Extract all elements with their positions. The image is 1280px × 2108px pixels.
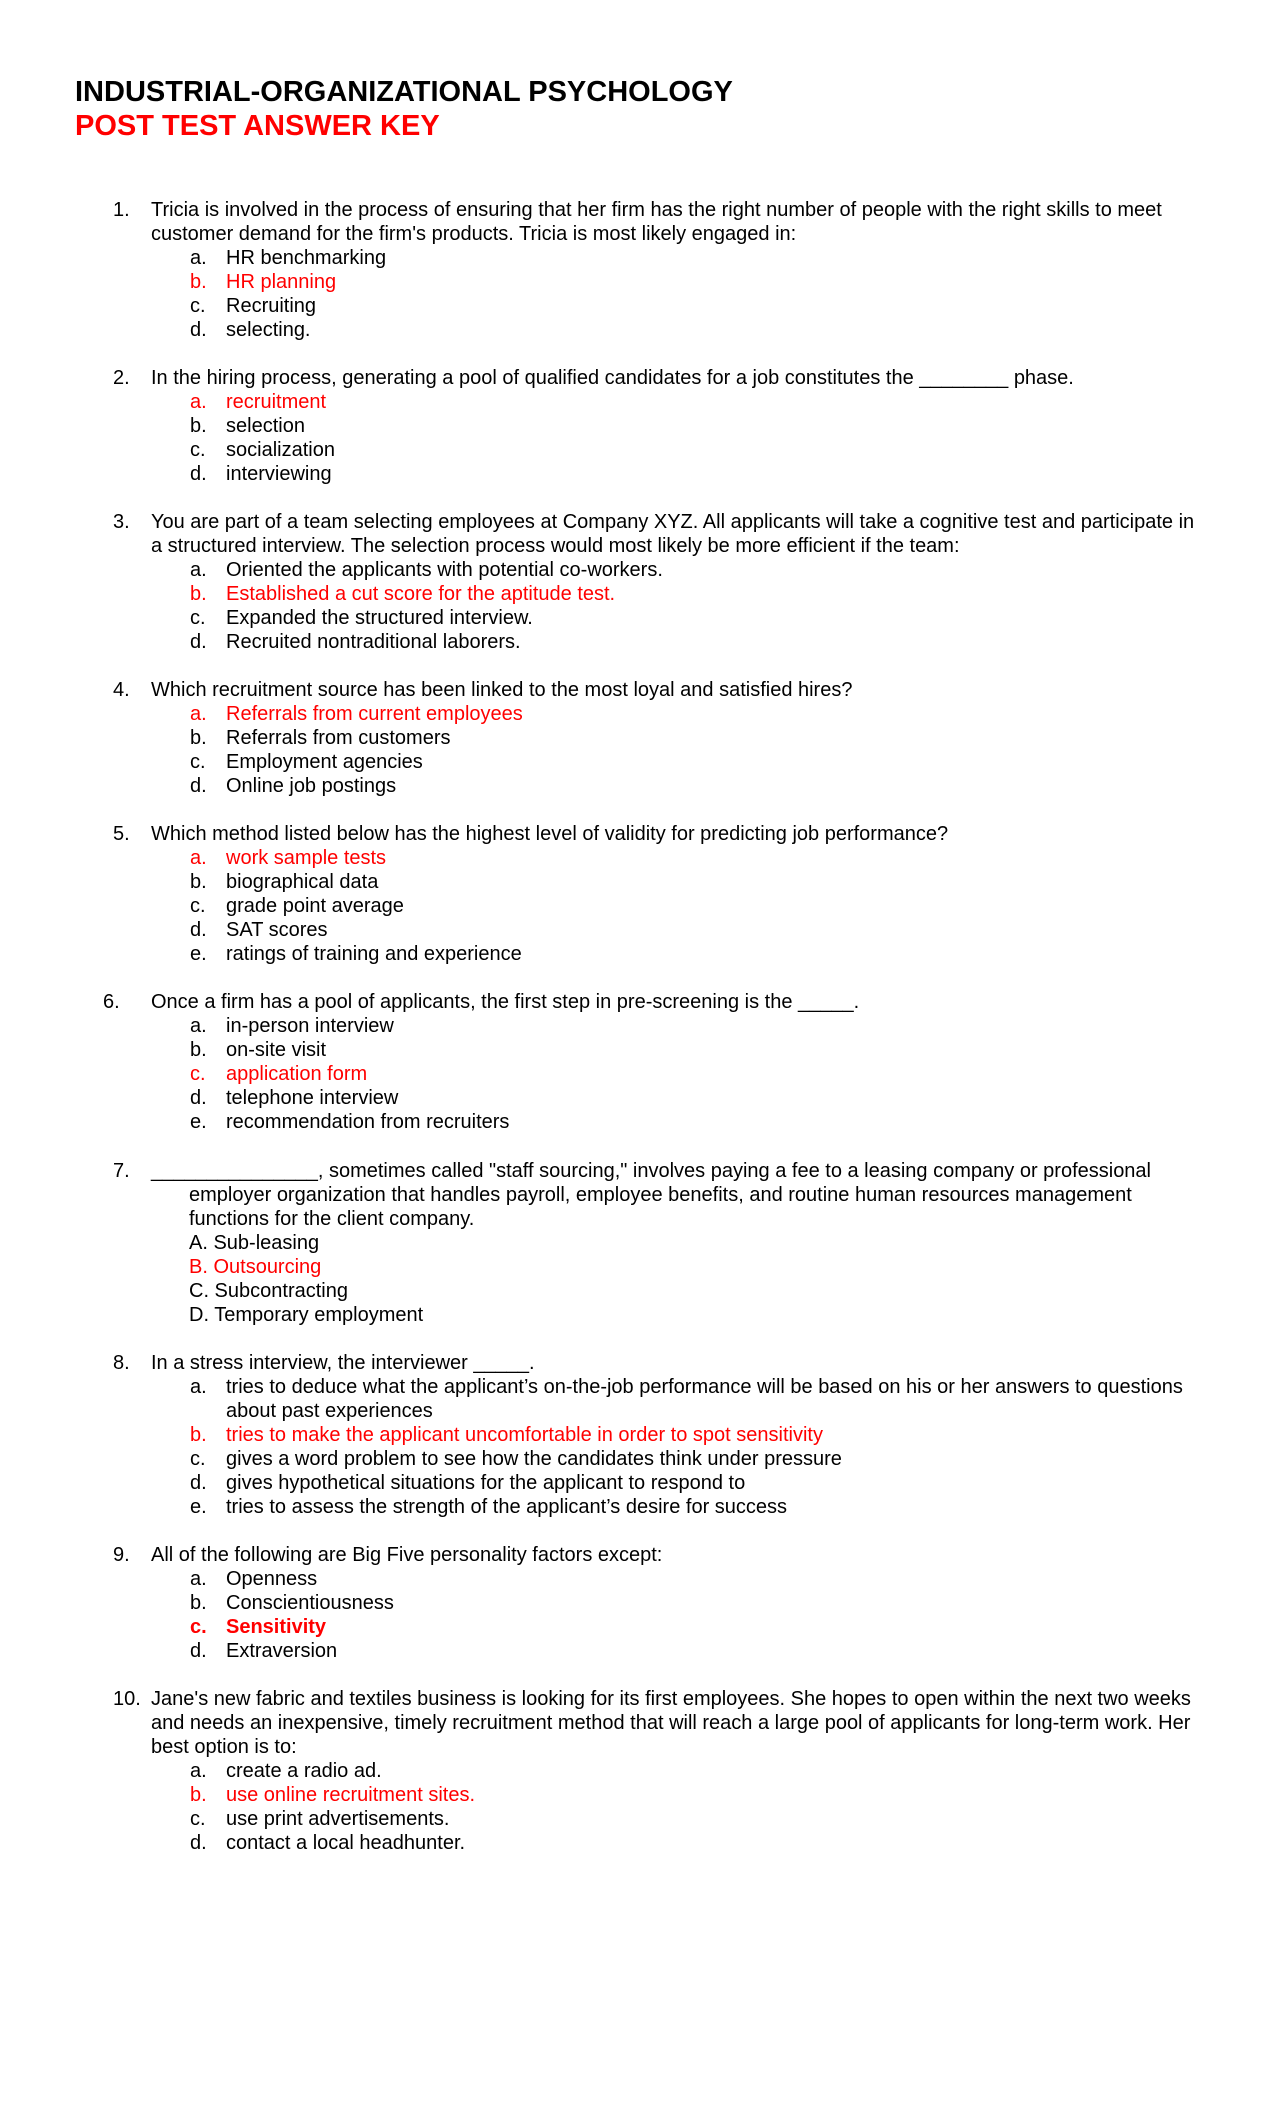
option-text: Recruiting [226,295,317,317]
option-text: HR planning [226,271,337,293]
option-letter: d. [190,1640,207,1662]
correct-answer-option [0,390,1280,414]
option-text: Recruited nontraditional laborers. [226,631,521,653]
option-text: B. Outsourcing [189,1256,322,1278]
correct-answer-option [0,1783,1280,1807]
option-letter: c. [190,1808,206,1830]
question-number: 9. [113,1544,130,1566]
option-letter: b. [190,727,207,749]
option-text: gives hypothetical situations for the applicant to respond to [226,1472,746,1494]
option-text: use online recruitment sites. [226,1784,476,1806]
question-text: You are part of a team selecting employees at Company XYZ. All applicants will take a cognitive test and participate in a structured interview. The selection process would most likely be more efficient if the team: [151,511,1195,557]
question-number: 4. [113,679,130,701]
option-letter: b. [190,1424,207,1446]
answer-option [0,726,1280,750]
option-text: ratings of training and experience [226,943,522,965]
option-text: grade point average [226,895,404,917]
option-text: A. Sub-leasing [189,1232,320,1254]
question-number: 6. [103,991,120,1013]
option-text: application form [226,1063,368,1085]
answer-option [0,630,1280,654]
option-letter: a. [190,1015,207,1037]
option-letter: a. [190,247,207,269]
option-letter: a. [190,1760,207,1782]
answer-option [0,1567,1280,1591]
question-text: Which method listed below has the highest level of validity for predicting job performance? [151,823,949,845]
question-text: In the hiring process, generating a pool of qualified candidates for a job constitutes the ________ phase. [151,367,1074,389]
option-letter: e. [190,943,207,965]
option-letter: d. [190,919,207,941]
option-text: Oriented the applicants with potential co-workers. [226,559,663,581]
question-number: 10. [113,1688,141,1710]
option-letter: a. [190,847,207,869]
question-text [151,1159,1201,1231]
option-text: selection [226,415,305,437]
correct-answer-option [0,1062,1280,1086]
option-text: tries to assess the strength of the applicant’s desire for success [226,1496,788,1518]
question-item [0,678,1280,798]
option-text: work sample tests [226,847,387,869]
correct-answer-option [0,270,1280,294]
option-text: Referrals from customers [226,727,451,749]
answer-option [0,1375,1280,1423]
answer-option [0,1639,1280,1663]
answer-option [0,1831,1280,1855]
question-number: 5. [113,823,130,845]
question-item [0,510,1280,654]
option-text: telephone interview [226,1087,399,1109]
answer-option [0,246,1280,270]
question-text: All of the following are Big Five personality factors except: [151,1544,663,1566]
question-text: Tricia is involved in the process of ensuring that her firm has the right number of people with the right skills to meet customer demand for the firm's products. Tricia is most likely engaged in: [151,199,1162,245]
option-letter: a. [190,391,207,413]
answer-option [0,1014,1280,1038]
answer-option [0,606,1280,630]
option-letter: c. [190,751,206,773]
option-letter: c. [190,895,206,917]
answer-option [0,318,1280,342]
option-letter: d. [190,775,207,797]
answer-option [0,1471,1280,1495]
option-text: use print advertisements. [226,1808,450,1830]
option-letter: e. [190,1111,207,1133]
option-letter: d. [190,1472,207,1494]
answer-option [0,438,1280,462]
option-letter: a. [190,1568,207,1590]
option-text: on-site visit [226,1039,327,1061]
option-letter: c. [190,295,206,317]
question-item [0,366,1280,486]
answer-option [0,1447,1280,1471]
option-text: recommendation from recruiters [226,1111,510,1133]
option-text: tries to make the applicant uncomfortable in order to spot sensitivity [226,1424,823,1446]
option-letter: b. [190,871,207,893]
option-letter: a. [190,559,207,581]
option-text: Openness [226,1568,318,1590]
correct-answer-option [0,1615,1280,1639]
answer-option [0,1591,1280,1615]
answer-option [0,558,1280,582]
answer-option [0,1759,1280,1783]
answer-option [0,462,1280,486]
option-text: Established a cut score for the aptitude test. [226,583,616,605]
answer-option [0,294,1280,318]
question-item [0,1687,1280,1855]
option-text: D. Temporary employment [189,1304,424,1326]
question-text: Which recruitment source has been linked to the most loyal and satisfied hires? [151,679,853,701]
question-text: Jane's new fabric and textiles business is looking for its first employees. She hopes to open within the next two weeks and needs an inexpensive, timely recruitment method that will reach a large pool of applicants for long-term work. Her best option is to: [151,1688,1191,1758]
answer-option [0,894,1280,918]
answer-option [0,1086,1280,1110]
answer-option [0,1279,1280,1303]
answer-option [0,774,1280,798]
question-number: 7. [113,1160,130,1182]
option-letter: a. [190,1376,207,1398]
option-letter: e. [190,1496,207,1518]
question-text: Once a firm has a pool of applicants, the first step in pre-screening is the _____. [151,991,860,1013]
option-letter: c. [190,1448,206,1470]
question-number: 8. [113,1352,130,1374]
question-number: 1. [113,199,130,221]
option-text: SAT scores [226,919,328,941]
correct-answer-option [0,1255,1280,1279]
correct-answer-option [0,702,1280,726]
question-text-first-line: _______________, sometimes called "staff sourcing," involves paying a fee to a leasing company or professional [151,1160,1151,1182]
answer-option [0,750,1280,774]
option-letter: d. [190,1832,207,1854]
question-item [0,198,1280,342]
answer-option [0,1807,1280,1831]
question-item [0,990,1280,1134]
answer-option [0,1495,1280,1519]
question-text: In a stress interview, the interviewer _____. [151,1352,535,1374]
option-letter: b. [190,1039,207,1061]
option-text: biographical data [226,871,379,893]
answer-option [0,1303,1280,1327]
question-item [0,1159,1280,1327]
option-text: recruitment [226,391,327,413]
correct-answer-option [0,1423,1280,1447]
option-letter: d. [190,1087,207,1109]
option-letter: b. [190,1784,207,1806]
option-text: contact a local headhunter. [226,1832,466,1854]
question-item [0,1351,1280,1519]
document-subtitle: POST TEST ANSWER KEY [75,110,440,142]
option-letter: d. [190,631,207,653]
option-letter: b. [190,583,207,605]
option-text: Online job postings [226,775,397,797]
option-text: Sensitivity [226,1616,327,1638]
question-item [0,1543,1280,1663]
answer-option [0,414,1280,438]
option-letter: b. [190,415,207,437]
question-list [0,198,1280,1879]
option-text: Extraversion [226,1640,338,1662]
question-number: 3. [113,511,130,533]
option-text: Referrals from current employees [226,703,523,725]
option-text: selecting. [226,319,311,341]
option-letter: b. [190,1592,207,1614]
document-title: INDUSTRIAL-ORGANIZATIONAL PSYCHOLOGY [75,76,733,108]
answer-option [0,942,1280,966]
question-number: 2. [113,367,130,389]
answer-option [0,1038,1280,1062]
question-item [0,822,1280,966]
question-text-continuation: employer organization that handles payroll, employee benefits, and routine human resources management functions for the client company. [189,1184,1132,1230]
option-text: Expanded the structured interview. [226,607,533,629]
option-letter: c. [190,1063,206,1085]
answer-option [0,918,1280,942]
option-text: C. Subcontracting [189,1280,348,1302]
option-letter: c. [190,439,206,461]
option-letter: c. [190,607,206,629]
option-letter: d. [190,463,207,485]
option-text: create a radio ad. [226,1760,382,1782]
answer-option [0,1231,1280,1255]
correct-answer-option [0,846,1280,870]
option-text: HR benchmarking [226,247,387,269]
option-text: interviewing [226,463,332,485]
option-letter: d. [190,319,207,341]
option-text: Employment agencies [226,751,423,773]
option-letter: b. [190,271,207,293]
option-text: gives a word problem to see how the candidates think under pressure [226,1448,842,1470]
option-text: tries to deduce what the applicant’s on-the-job performance will be based on his or her answers to questions about past experiences [226,1376,1183,1422]
option-letter: c. [190,1616,207,1638]
option-text: socialization [226,439,335,461]
option-text: Conscientiousness [226,1592,394,1614]
answer-option [0,1110,1280,1134]
option-letter: a. [190,703,207,725]
answer-option [0,870,1280,894]
correct-answer-option [0,582,1280,606]
option-text: in-person interview [226,1015,394,1037]
